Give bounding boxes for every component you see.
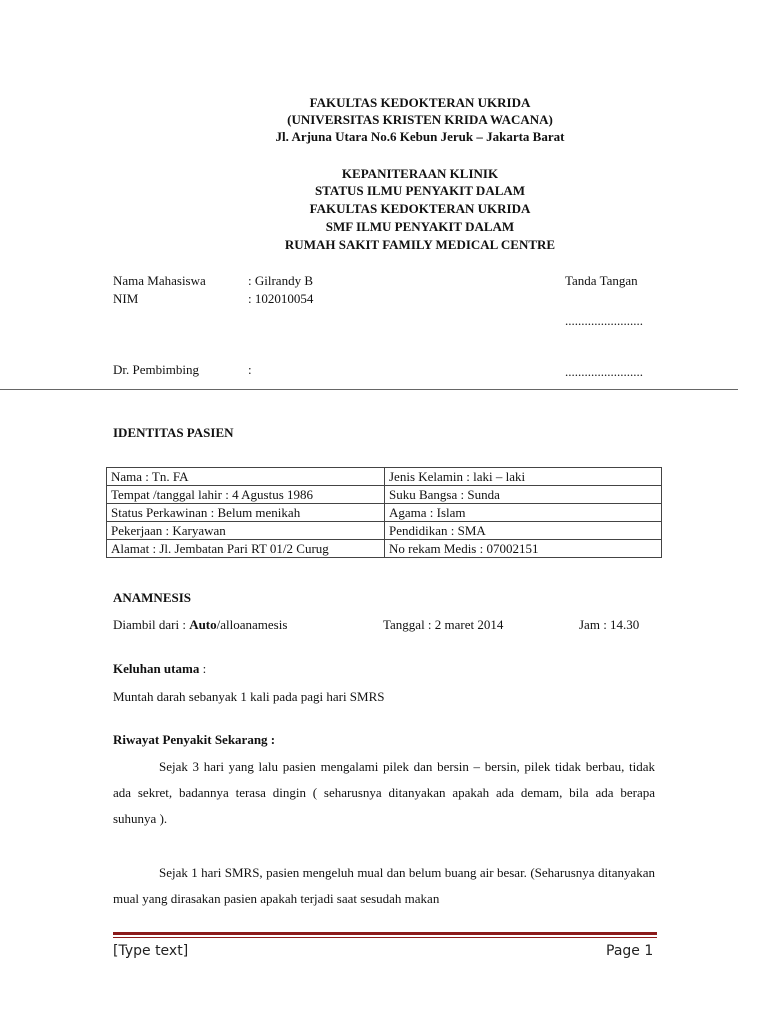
header-status: STATUS ILMU PENYAKIT DALAM [314,183,526,198]
header-address: Jl. Arjuna Utara No.6 Kebun Jeruk – Jakarta Barat [275,129,565,144]
table-cell: Status Perkawinan : Belum menikah [107,504,385,522]
footer-page-number: Page 1 [606,943,654,959]
header-hospital: RUMAH SAKIT FAMILY MEDICAL CENTRE [284,237,556,252]
anamnesis-source-prefix: Diambil dari : [113,617,190,632]
footer-rule-thick [113,932,657,935]
table-row [107,468,662,486]
complaint-text: Muntah darah sebanyak 1 kali pada pagi hari SMRS [113,689,385,704]
history-paragraph-1-text: Sejak 3 hari yang lalu pasien mengalami pilek dan bersin – bersin, pilek tidak berbau, tidak ada sekret, badannya terasa dingin ( seharusnya ditanyakan apakah ada demam, bila ada berapa suhunya ). [113,759,655,826]
table-cell: Suku Bangsa : Sunda [385,486,662,504]
table-row [107,540,662,558]
patient-identity-table [106,467,662,558]
table-cell: Pekerjaan : Karyawan [107,522,385,540]
table-row [107,522,662,540]
anamnesis-heading: ANAMNESIS [113,590,192,605]
history-paragraph-2 [113,860,655,912]
table-row [107,486,662,504]
supervisor-value: : [248,362,252,377]
anamnesis-source [113,617,287,633]
history-heading: Riwayat Penyakit Sekarang : [113,732,276,747]
table-row [107,504,662,522]
nim-value: : 102010054 [248,291,314,306]
supervisor-label: Dr. Pembimbing [113,362,199,377]
header-smf: SMF ILMU PENYAKIT DALAM [325,219,515,234]
anamnesis-source-suffix: /alloanamesis [216,617,288,632]
history-paragraph-1 [113,754,655,832]
header-faculty-2: FAKULTAS KEDOKTERAN UKRIDA [309,201,531,216]
table-cell: Agama : Islam [385,504,662,522]
signature-label: Tanda Tangan [565,273,638,288]
identity-heading: IDENTITAS PASIEN [113,425,234,440]
table-cell: Alamat : Jl. Jembatan Pari RT 01/2 Curug [107,540,385,558]
footer-left-text: [Type text] [113,943,189,959]
complaint-heading: Keluhan utama [113,661,200,676]
table-cell: Jenis Kelamin : laki – laki [385,468,662,486]
supervisor-signature-line: ........................ [565,364,643,379]
section-divider [0,389,738,390]
header-university: (UNIVERSITAS KRISTEN KRIDA WACANA) [287,112,553,127]
anamnesis-source-auto: Auto [189,617,217,632]
footer-rule-thin [113,937,657,938]
table-cell: No rekam Medis : 07002151 [385,540,662,558]
header-faculty: FAKULTAS KEDOKTERAN UKRIDA [309,95,531,110]
table-cell: Pendidikan : SMA [385,522,662,540]
table-cell: Nama : Tn. FA [107,468,385,486]
history-paragraph-2-text: Sejak 1 hari SMRS, pasien mengeluh mual dan belum buang air besar. (Seharusnya ditanyakan mual yang dirasakan pasien apakah terjadi saat sesudah makan [113,865,655,906]
complaint-heading-line [113,661,206,677]
nim-label: NIM [113,291,139,306]
anamnesis-date: Tanggal : 2 maret 2014 [383,617,504,632]
header-clerkship: KEPANITERAAN KLINIK [341,166,499,181]
table-cell: Tempat /tanggal lahir : 4 Agustus 1986 [107,486,385,504]
student-name-label: Nama Mahasiswa [113,273,206,288]
student-name-value: : Gilrandy B [248,273,313,288]
signature-line: ........................ [565,313,643,328]
anamnesis-time: Jam : 14.30 [579,617,640,632]
complaint-colon: : [199,661,207,676]
